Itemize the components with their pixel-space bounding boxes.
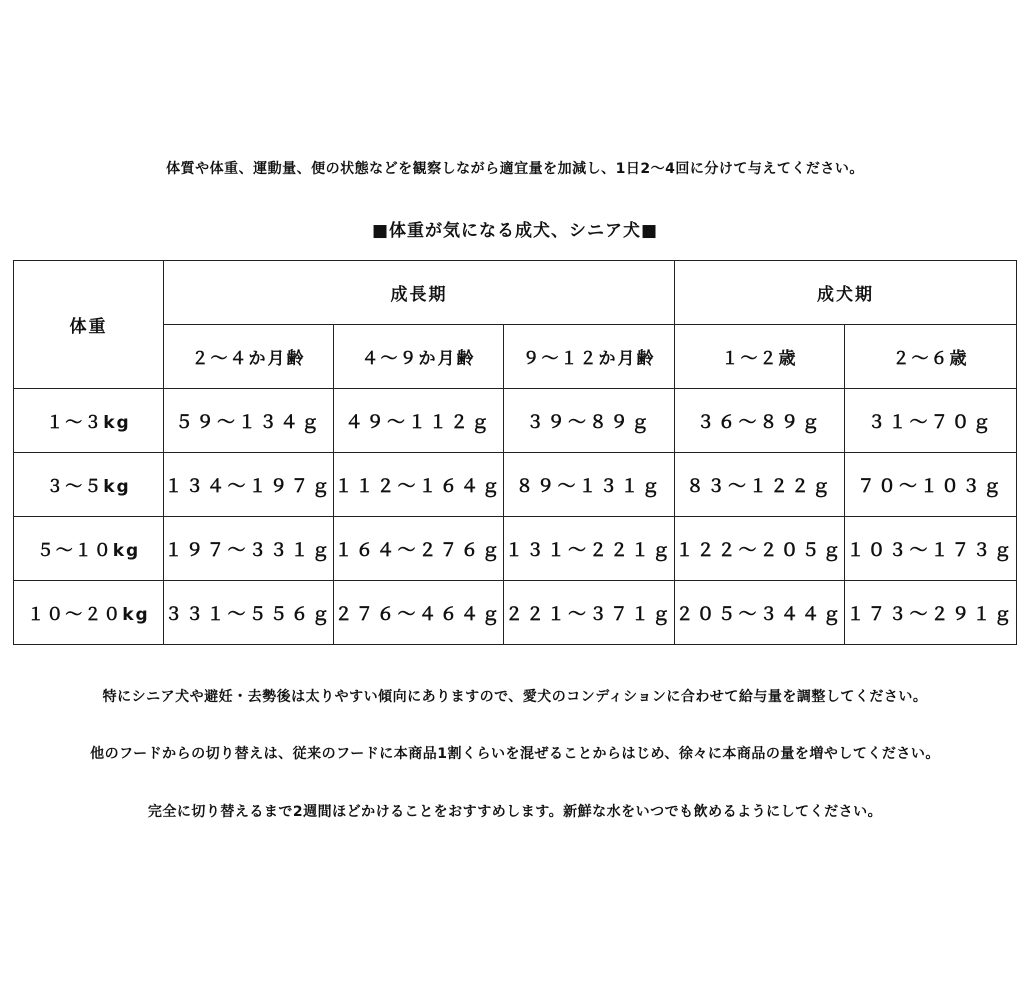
table-header-row-ages <box>14 325 1017 389</box>
amount-cell: ７０～１０３ｇ <box>845 453 1017 517</box>
table-row <box>14 581 1017 645</box>
table-title: ■体重が気になる成犬、シニア犬■ <box>371 221 659 241</box>
amount-cell: １９７～３３１ｇ <box>164 517 334 581</box>
table-header-row-groups <box>14 261 1017 325</box>
amount-cell: １６４～２７６ｇ <box>334 517 504 581</box>
amount-cell: １３１～２２１ｇ <box>504 517 675 581</box>
note-text: 完全に切り替えるまで2週間ほどかけることをおすすめします。新鮮な水をいつでも飲めるようにしてください。 <box>147 804 883 820</box>
feeding-table <box>13 260 1017 645</box>
amount-cell: １３４～１９７ｇ <box>164 453 334 517</box>
group-header-growth: 成長期 <box>164 261 675 325</box>
amount-cell: ８３～１２２ｇ <box>675 453 845 517</box>
age-header: ４～９か月齢 <box>334 325 504 389</box>
table-row <box>14 517 1017 581</box>
amount-cell: ３３１～５５６ｇ <box>164 581 334 645</box>
age-header: ２～６歳 <box>845 325 1017 389</box>
group-header-adult: 成犬期 <box>675 261 1017 325</box>
amount-cell: ３６～８９ｇ <box>675 389 845 453</box>
table-row <box>14 389 1017 453</box>
weight-header: 体重 <box>14 261 164 389</box>
amount-cell: ５９～１３４ｇ <box>164 389 334 453</box>
weight-cell: ３～５kg <box>14 453 164 517</box>
amount-cell: ２７６～４６４ｇ <box>334 581 504 645</box>
weight-cell: ５～１０kg <box>14 517 164 581</box>
amount-cell: ４９～１１２ｇ <box>334 389 504 453</box>
note-text: 特にシニア犬や避妊・去勢後は太りやすい傾向にありますので、愛犬のコンディションに合わせて給与量を調整してください。 <box>102 689 928 705</box>
intro-text: 体質や体重、運動量、便の状態などを観察しながら適宜量を加減し、1日2～4回に分けて与えてください。 <box>166 161 864 177</box>
amount-cell: ８９～１３１ｇ <box>504 453 675 517</box>
amount-cell: ３９～８９ｇ <box>504 389 675 453</box>
amount-cell: １０３～１７３ｇ <box>845 517 1017 581</box>
amount-cell: ２０５～３４４ｇ <box>675 581 845 645</box>
weight-cell: １～３kg <box>14 389 164 453</box>
amount-cell: １７３～２９１ｇ <box>845 581 1017 645</box>
weight-cell: １０～２０kg <box>14 581 164 645</box>
age-header: １～２歳 <box>675 325 845 389</box>
amount-cell: ３１～７０ｇ <box>845 389 1017 453</box>
amount-cell: ２２１～３７１ｇ <box>504 581 675 645</box>
age-header: ２～４か月齢 <box>164 325 334 389</box>
amount-cell: １２２～２０５ｇ <box>675 517 845 581</box>
amount-cell: １１２～１６４ｇ <box>334 453 504 517</box>
table-row <box>14 453 1017 517</box>
age-header: ９～１２か月齢 <box>504 325 675 389</box>
note-text: 他のフードからの切り替えは、従来のフードに本商品1割くらいを混ぜることからはじめ、徐々に本商品の量を増やしてください。 <box>90 746 940 762</box>
